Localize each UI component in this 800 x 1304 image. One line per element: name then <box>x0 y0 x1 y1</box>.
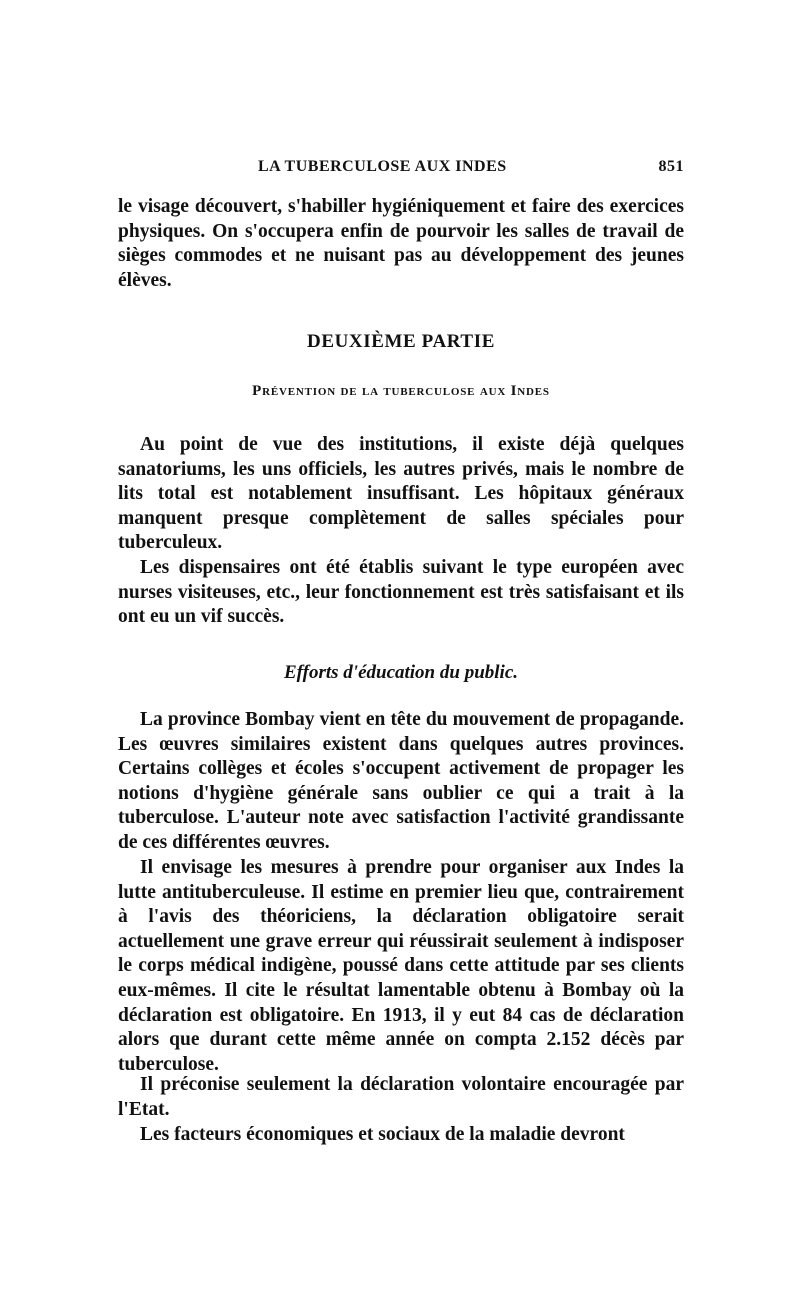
page-number: 851 <box>658 158 684 175</box>
part-subheading: Prévention de la tuberculose aux Indes <box>252 383 550 399</box>
paragraph-bombay: La province Bombay vient en tête du mouvement de propagande. Les œuvres similaires existent dans quelques autres provinces. Certains collèges et écoles s'occupent activement de propager les notions d'hygiène générale sans oublier ce qui a trait à la tuberculose. L'auteur note avec satisfaction l'activité grandissante de ces différentes œuvres. <box>118 709 684 853</box>
part-heading: DEUXIÈME PARTIE <box>307 331 495 352</box>
section-heading: Efforts d'éducation du public. <box>283 662 518 683</box>
paragraph-facteurs: Les facteurs économiques et sociaux de la maladie devront <box>140 1124 625 1145</box>
paragraph-institutions: Au point de vue des institutions, il existe déjà quelques sanatoriums, les uns officiels, les autres privés, mais le nombre de lits total est notablement insuffisant. Les hôpitaux généraux manquent presque complètement de salles spéciales pour tuberculeux. <box>118 434 684 554</box>
paragraph-declaration: Il préconise seulement la déclaration volontaire encouragée par l'Etat. <box>118 1074 684 1120</box>
continuation-paragraph: le visage découvert, s'habiller hygiéniquement et faire des exercices physiques. On s'occupera enfin de pourvoir les salles de travail de sièges commodes et ne nuisant pas au développement des jeunes élèves. <box>118 196 684 291</box>
paragraph-dispensaires: Les dispensaires ont été établis suivant le type européen avec nurses visiteuses, etc., leur fonctionnement est très satisfaisant et ils ont eu un vif succès. <box>118 557 684 628</box>
running-head <box>118 158 684 182</box>
paragraph-mesures: Il envisage les mesures à prendre pour organiser aux Indes la lutte antituberculeuse. Il estime en premier lieu que, contrairement à l'avis des théoriciens, la déclaration obligatoire serait actuellement une grave erreur qui réussirait seulement à indisposer le corps médical indigène, poussé dans cette attitude par ses clients eux-mêmes. Il cite le résultat lamentable obtenu à Bombay où la déclaration est obligatoire. En 1913, il y eut 84 cas de déclaration alors que durant cette même année on compta 2.152 décès par tuberculose. <box>118 857 684 1075</box>
running-title: LA TUBERCULOSE AUX INDES <box>258 158 507 175</box>
